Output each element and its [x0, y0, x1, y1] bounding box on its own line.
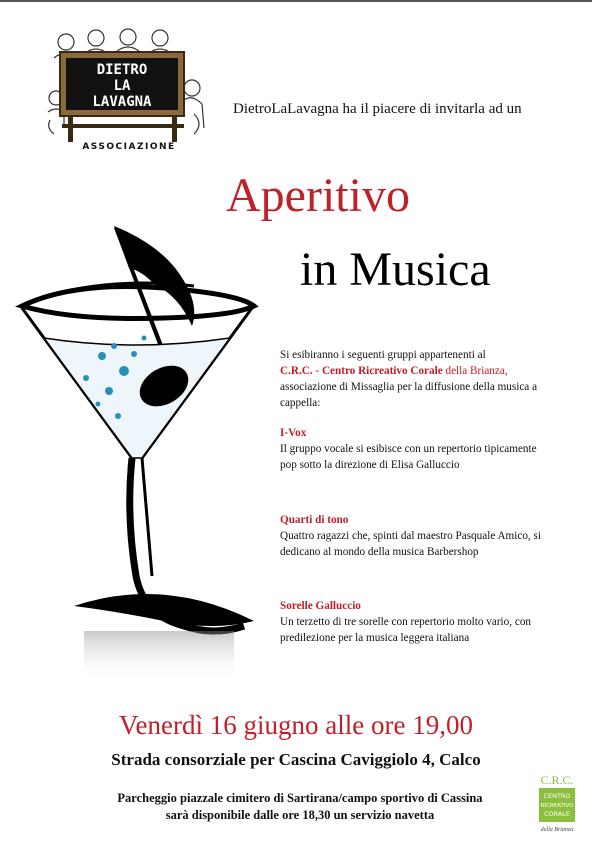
intro-paragraph [280, 347, 540, 411]
crc-logo [532, 772, 582, 834]
group-description: Un terzetto di tre sorelle con repertorio molto vario, con predilezione per la musica leggera italiana [280, 616, 532, 644]
intro-tail: associazione di Missaglia per la diffusione della musica a cappella: [280, 381, 538, 409]
title-aperitivo: Aperitivo [226, 169, 410, 222]
crc-logo-line-3: CORALE [543, 810, 571, 818]
crc-logo-line-2: RICREATIVO [540, 803, 574, 809]
group-block [280, 598, 550, 646]
group-name: I-Vox [280, 427, 307, 439]
logo-subtitle: ASSOCIAZIONE [82, 142, 176, 152]
intro-org-name: C.R.C. - Centro Ricreativo Corale [280, 365, 443, 377]
crc-logo-footer: della Brianza [540, 827, 574, 833]
title-in-musica: in Musica [300, 243, 491, 296]
crc-logo-title: C.R.C. [540, 773, 574, 787]
logo-line-2: LA [113, 78, 131, 94]
group-block [280, 512, 550, 560]
intro-org-suffix: della Brianza, [442, 365, 508, 377]
top-border [0, 0, 592, 2]
group-block [280, 425, 550, 473]
parking-info [50, 790, 550, 824]
logo-line-1: DIETRO [96, 62, 148, 78]
group-name: Quarti di tono [280, 514, 349, 526]
event-address: Strada consorziale per Cascina Caviggiolo 4, Calco [111, 750, 481, 769]
parking-line-2: sarà disponibile dalle ore 18,30 un servizio navetta [165, 808, 435, 822]
dietro-la-lavagna-logo [44, 28, 214, 152]
logo-line-3: LAVAGNA [92, 94, 152, 110]
martini-glass-music-note-illustration [14, 226, 284, 686]
group-description: Quattro ragazzi che, spinti dal maestro Pasquale Amico, si dedicano al mondo della musica Barbershop [280, 530, 541, 558]
event-date-time: Venerdì 16 giugno alle ore 19,00 [119, 710, 473, 740]
group-name: Sorelle Galluccio [280, 600, 361, 612]
invitation-line: DietroLaLavagna ha il piacere di invitarla ad un [233, 101, 522, 117]
group-description: Il gruppo vocale si esibisce con un repertorio tipicamente pop sotto la direzione di Elisa Galluccio [280, 443, 537, 471]
intro-lead: Si esibiranno i seguenti gruppi appartenenti al [280, 349, 486, 361]
crc-logo-line-1: CENTRO [543, 792, 571, 800]
parking-line-1: Parcheggio piazzale cimitero di Sartirana/campo sportivo di Cassina [117, 791, 483, 805]
